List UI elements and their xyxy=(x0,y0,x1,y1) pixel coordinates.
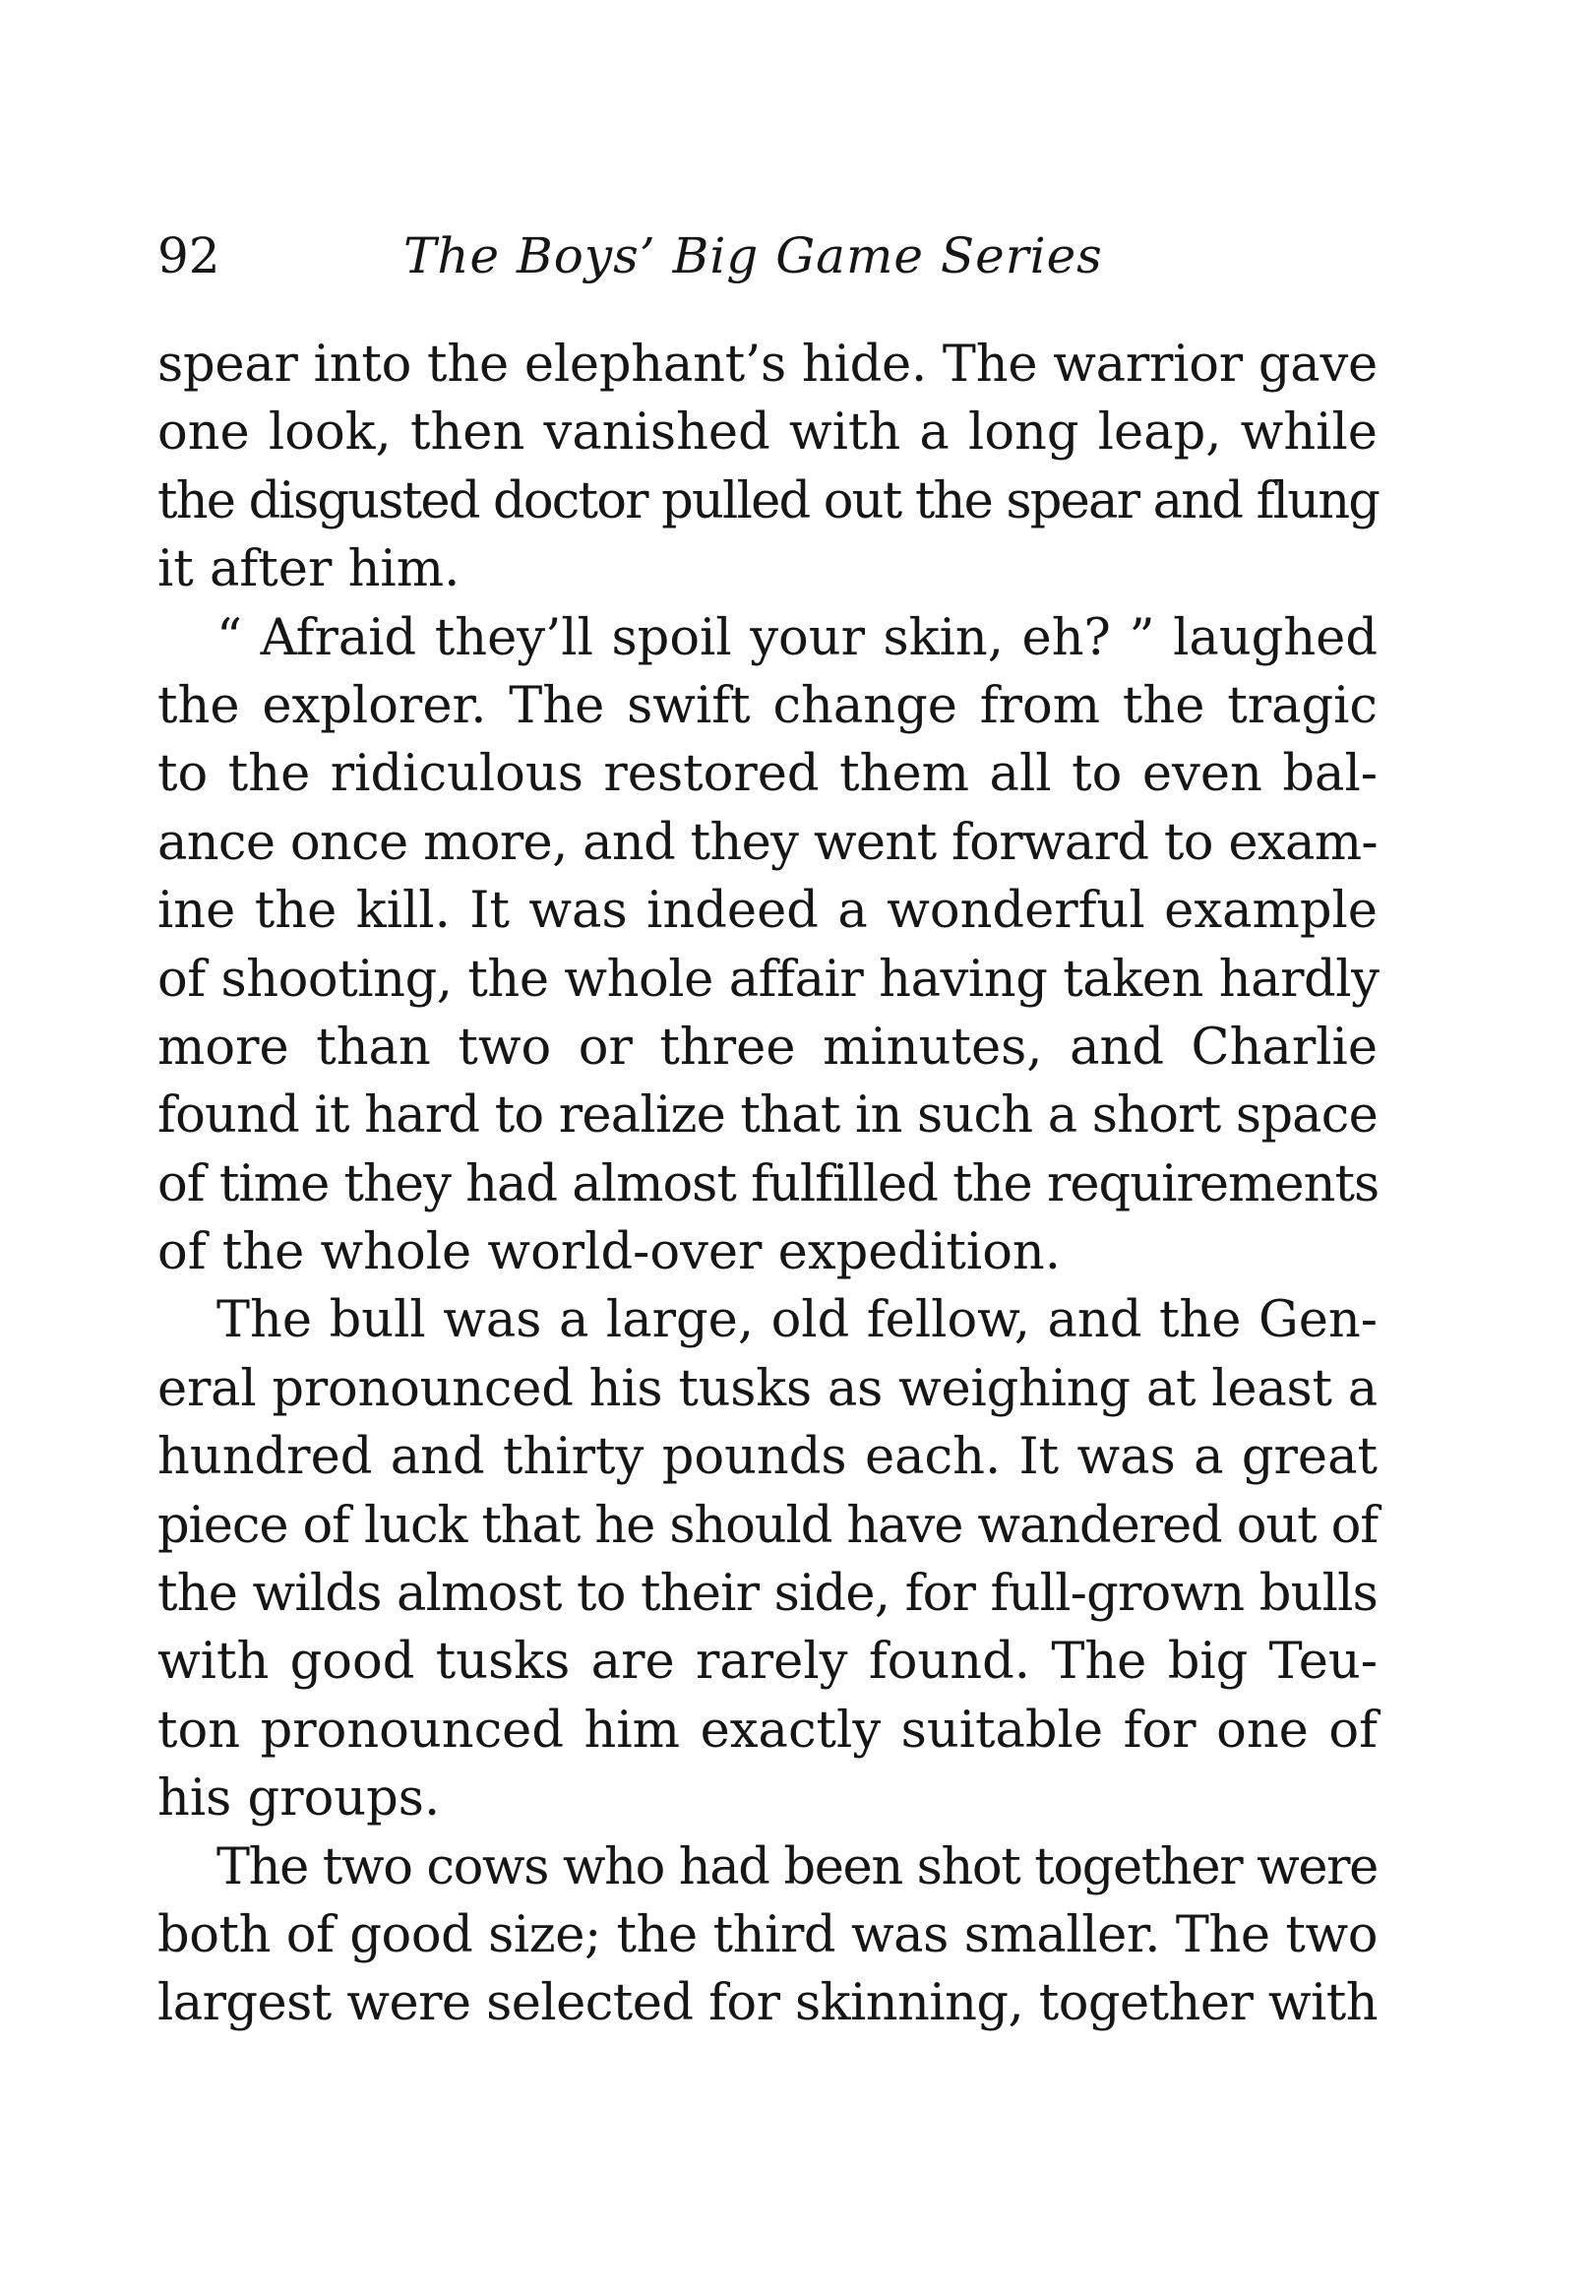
text-line: his groups. xyxy=(157,1769,441,1829)
running-head xyxy=(157,221,1378,290)
text-line: largest were selected for skinning, together with xyxy=(157,1974,1378,2033)
text-line: “ Afraid they’ll spoil your skin, eh? ” laughed xyxy=(216,608,1378,667)
text-line: piece of luck that he should have wandered out of xyxy=(157,1496,1378,1555)
text-line: it after him. xyxy=(157,540,460,599)
text-line: of the whole world-over expedition. xyxy=(157,1223,1061,1282)
text-line: ton pronounced him exactly suitable for one of xyxy=(157,1701,1378,1760)
text-line: spear into the elephant’s hide. The warrior gave xyxy=(157,336,1378,394)
text-line: with good tusks are rarely found. The big Teu- xyxy=(157,1633,1378,1692)
text-line: eral pronounced his tusks as weighing at least a xyxy=(157,1359,1378,1418)
text-line: The two cows who had been shot together were xyxy=(216,1837,1378,1896)
text-line: to the ridiculous restored them all to even bal- xyxy=(157,745,1378,804)
text-line: of time they had almost fulfilled the requirements xyxy=(157,1154,1380,1213)
text-line: ine the kill. It was indeed a wonderful example xyxy=(157,882,1378,941)
text-line: The bull was a large, old fellow, and the Gen- xyxy=(216,1291,1378,1350)
text-line: the explorer. The swift change from the tragic xyxy=(157,676,1378,735)
text-line: of shooting, the whole affair having taken hardly xyxy=(157,950,1380,1009)
text-line: both of good size; the third was smaller. The two xyxy=(157,1905,1379,1964)
book-title: The Boys’ Big Game Series xyxy=(403,227,1103,284)
page-number: 92 xyxy=(157,227,220,284)
text-line: more than two or three minutes, and Charlie xyxy=(157,1018,1378,1077)
text-line: ance once more, and they went forward to exam- xyxy=(157,813,1378,872)
text-line: the disgusted doctor pulled out the spear and flung xyxy=(157,471,1380,530)
text-line: hundred and thirty pounds each. It was a great xyxy=(157,1428,1378,1487)
text-line: the wilds almost to their side, for full-grown bulls xyxy=(157,1565,1378,1624)
text-line: found it hard to realize that in such a short space xyxy=(157,1086,1378,1146)
text-line: one look, then vanished with a long leap, while xyxy=(157,403,1378,463)
body-text xyxy=(157,331,1378,2038)
